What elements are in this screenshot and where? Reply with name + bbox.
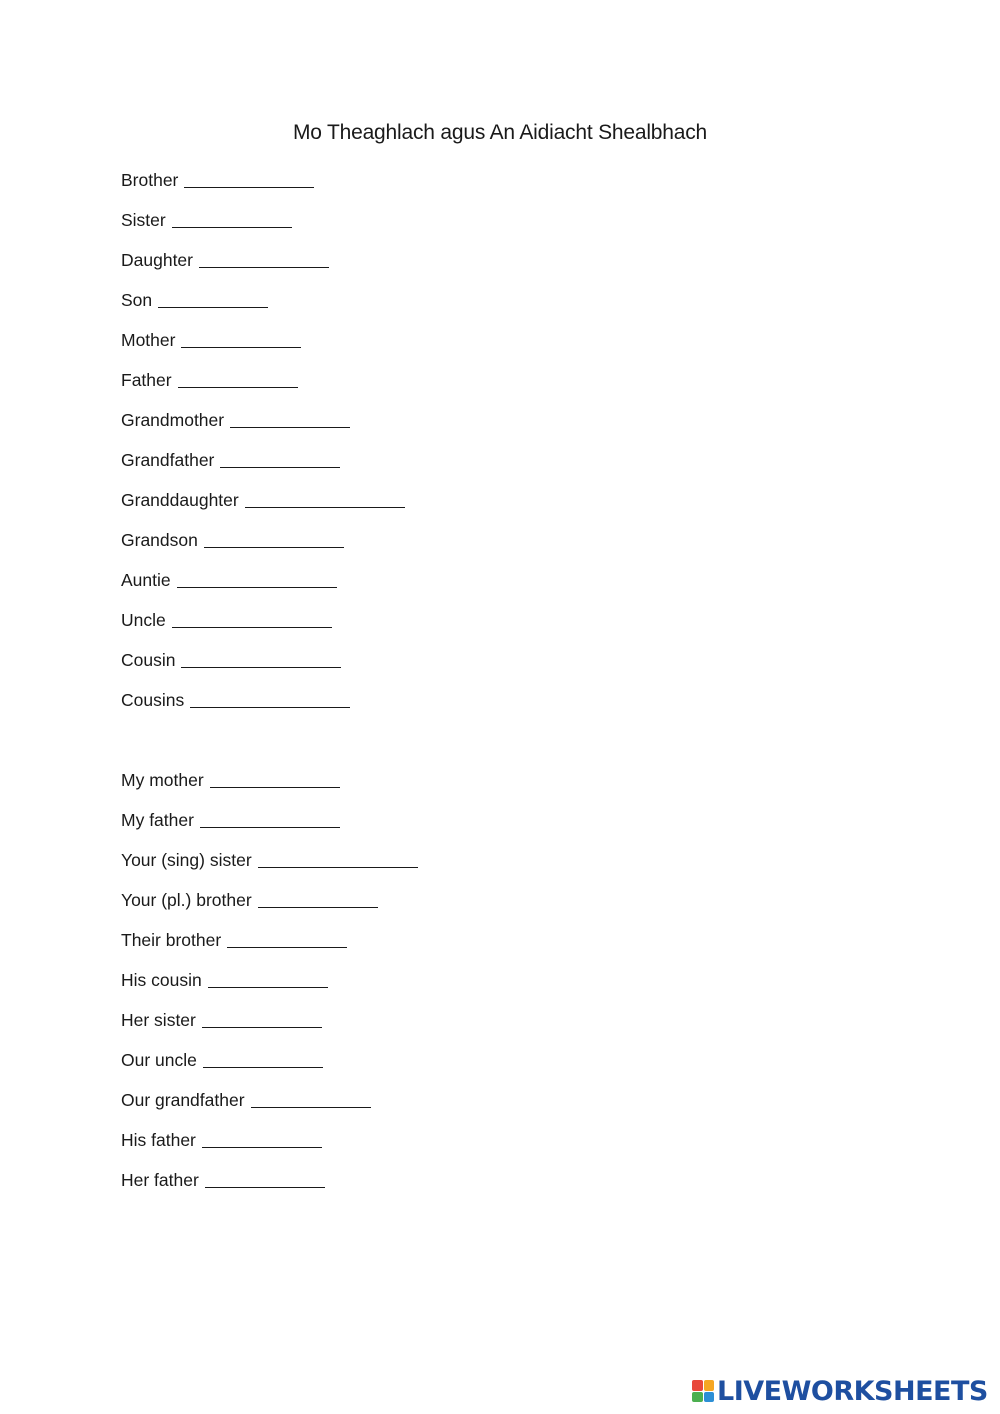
answer-blank[interactable] <box>172 226 292 228</box>
liveworksheets-brand <box>692 1374 988 1408</box>
item-label: His cousin <box>121 970 202 990</box>
answer-blank[interactable] <box>230 426 350 428</box>
list-item <box>121 407 350 431</box>
answer-blank[interactable] <box>258 866 418 868</box>
item-label: Cousin <box>121 650 176 670</box>
logo-tile <box>704 1392 715 1403</box>
list-item <box>121 887 378 911</box>
list-item <box>121 1007 322 1031</box>
liveworksheets-logo-icon <box>692 1380 714 1402</box>
list-item <box>121 527 344 551</box>
item-label: My father <box>121 810 194 830</box>
item-label: Son <box>121 290 153 310</box>
item-label: Grandfather <box>121 450 215 470</box>
answer-blank[interactable] <box>204 546 344 548</box>
list-item <box>121 207 292 231</box>
list-item <box>121 287 268 311</box>
answer-blank[interactable] <box>220 466 340 468</box>
answer-blank[interactable] <box>208 986 328 988</box>
list-item <box>121 807 340 831</box>
item-label: Grandmother <box>121 410 225 430</box>
answer-blank[interactable] <box>181 346 301 348</box>
logo-tile <box>704 1380 715 1391</box>
answer-blank[interactable] <box>184 186 314 188</box>
answer-blank[interactable] <box>190 706 350 708</box>
list-item <box>121 1127 322 1151</box>
item-label: His father <box>121 1130 196 1150</box>
item-label: Cousins <box>121 690 185 710</box>
item-label: Your (sing) sister <box>121 850 252 870</box>
answer-blank[interactable] <box>181 666 341 668</box>
item-label: Brother <box>121 170 179 190</box>
item-label: Grandson <box>121 530 198 550</box>
list-item <box>121 1167 325 1191</box>
list-item <box>121 487 405 511</box>
answer-blank[interactable] <box>251 1106 371 1108</box>
answer-blank[interactable] <box>158 306 268 308</box>
answer-blank[interactable] <box>202 1146 322 1148</box>
item-label: Auntie <box>121 570 171 590</box>
list-item <box>121 687 350 711</box>
answer-blank[interactable] <box>178 386 298 388</box>
list-item <box>121 567 337 591</box>
page-title: Mo Theaghlach agus An Aidiacht Shealbhach <box>292 121 708 144</box>
list-item <box>121 247 329 271</box>
item-label: Father <box>121 370 172 390</box>
list-item <box>121 767 340 791</box>
list-item <box>121 967 328 991</box>
item-label: Her sister <box>121 1010 196 1030</box>
list-item <box>121 847 418 871</box>
answer-blank[interactable] <box>202 1026 322 1028</box>
item-label: Uncle <box>121 610 166 630</box>
answer-blank[interactable] <box>210 786 340 788</box>
logo-tile <box>692 1392 703 1403</box>
item-label: Your (pl.) brother <box>121 890 252 910</box>
item-label: Sister <box>121 210 166 230</box>
list-item <box>121 1087 371 1111</box>
list-item <box>121 367 298 391</box>
item-label: Her father <box>121 1170 199 1190</box>
logo-tile <box>692 1380 703 1391</box>
answer-blank[interactable] <box>199 266 329 268</box>
brand-wordmark: LIVEWORKSHEETS <box>717 1375 988 1407</box>
item-label: Their brother <box>121 930 222 950</box>
answer-blank[interactable] <box>172 626 332 628</box>
answer-blank[interactable] <box>227 946 347 948</box>
list-item <box>121 1047 323 1071</box>
item-label: Granddaughter <box>121 490 239 510</box>
item-label: My mother <box>121 770 204 790</box>
list-item <box>121 167 314 191</box>
list-item <box>121 927 347 951</box>
item-label: Daughter <box>121 250 193 270</box>
answer-blank[interactable] <box>205 1186 325 1188</box>
answer-blank[interactable] <box>203 1066 323 1068</box>
answer-blank[interactable] <box>200 826 340 828</box>
answer-blank[interactable] <box>245 506 405 508</box>
answer-blank[interactable] <box>177 586 337 588</box>
list-item <box>121 447 340 471</box>
list-item <box>121 327 301 351</box>
list-item <box>121 647 341 671</box>
item-label: Our grandfather <box>121 1090 245 1110</box>
item-label: Our uncle <box>121 1050 197 1070</box>
item-label: Mother <box>121 330 176 350</box>
answer-blank[interactable] <box>258 906 378 908</box>
list-item <box>121 607 332 631</box>
